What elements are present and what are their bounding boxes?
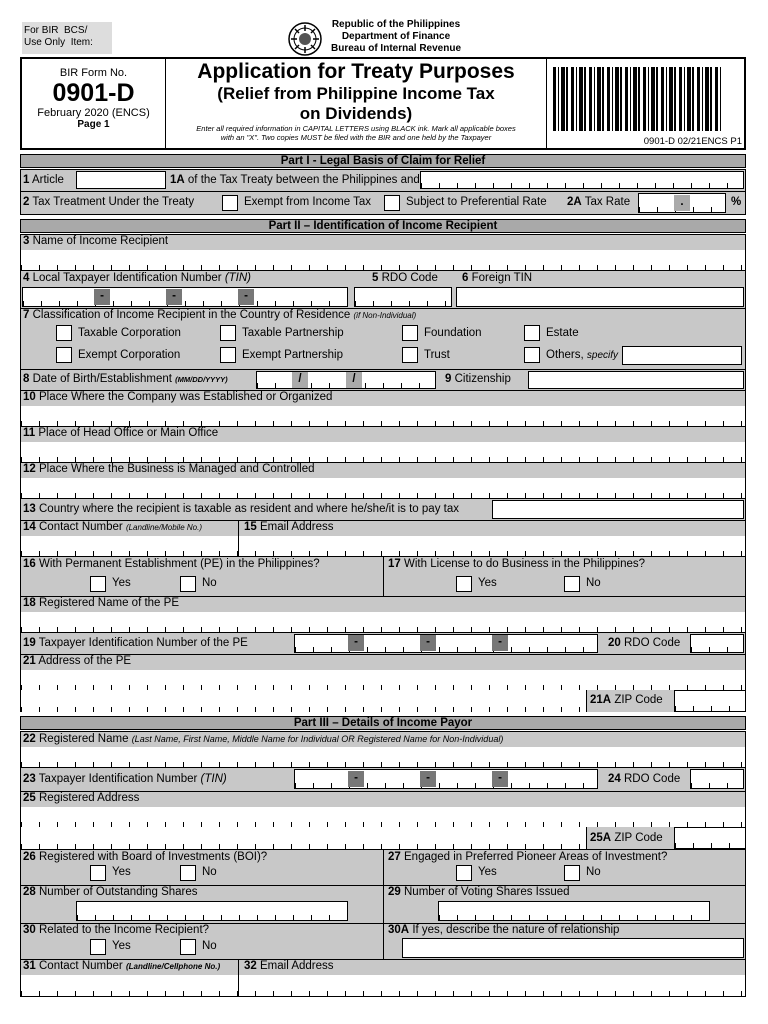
establishment-place-input[interactable] — [20, 406, 746, 426]
taxable-partnership-label: Taxable Partnership — [242, 327, 344, 339]
field29-label: 29 Number of Voting Shares Issued — [388, 886, 570, 898]
pe-zip-input[interactable] — [674, 690, 746, 712]
pe-tin-dash-1: - — [348, 635, 364, 651]
pioneer-yes-label: Yes — [478, 866, 497, 878]
field2-label: 2 Tax Treatment Under the Treaty — [23, 196, 195, 208]
taxable-corporation-label: Taxable Corporation — [78, 327, 181, 339]
date-slash-1: / — [292, 372, 308, 388]
percent-sign: % — [731, 196, 742, 208]
pe-no-checkbox[interactable] — [180, 576, 196, 592]
payor-name-input[interactable] — [20, 747, 746, 767]
related-no-label: No — [202, 940, 217, 952]
exempt-checkbox[interactable] — [222, 195, 238, 211]
license-yes-checkbox[interactable] — [456, 576, 472, 592]
field4-label: 4 Local Taxpayer Identification Number (TIN) — [23, 272, 252, 284]
pe-no-label: No — [202, 577, 217, 589]
bir-use-only-box — [22, 22, 112, 54]
barcode-icon — [553, 67, 721, 131]
estate-checkbox[interactable] — [524, 325, 540, 341]
foundation-label: Foundation — [424, 327, 482, 339]
preferential-label: Subject to Preferential Rate — [406, 196, 547, 208]
field26-label: 26 Registered with Board of Investments (BOI)? — [23, 851, 268, 863]
bureau-text: Bureau of Internal Revenue — [330, 43, 462, 54]
payor-tin-input[interactable] — [294, 769, 598, 789]
instructions-2: with an "X". Two copies MUST be filed with the BIR and one held by the Taxpayer — [220, 133, 492, 142]
form-version: February 2020 (ENCS) — [37, 107, 150, 119]
tax-country-input[interactable] — [492, 500, 744, 519]
barcode-code: 0901-D 02/21ENCS P1 — [643, 136, 742, 147]
trust-label: Trust — [424, 349, 450, 361]
title-line-3: on Dividends) — [299, 104, 413, 123]
field14-label: 14 Contact Number (Landline/Mobile No.) — [23, 521, 202, 533]
field9-label: 9 Citizenship — [445, 373, 511, 385]
form-no-label: BIR Form No. — [59, 67, 128, 79]
payor-tin-dash-1: - — [348, 771, 364, 787]
row30-divider — [383, 923, 384, 959]
others-checkbox[interactable] — [524, 347, 540, 363]
payor-rdo-input[interactable] — [690, 769, 744, 789]
pe-address-input[interactable] — [20, 670, 746, 690]
agency-heading — [326, 19, 466, 55]
field5-label: 5 RDO Code — [372, 272, 438, 284]
field21a-label: 21A ZIP Code — [590, 694, 663, 706]
boi-yes-label: Yes — [112, 866, 131, 878]
field30a-label: 30A If yes, describe the nature of relationship — [388, 924, 620, 936]
form-number-cell — [22, 59, 166, 148]
field23-label: 23 Taxpayer Identification Number (TIN) — [23, 773, 227, 785]
field32-label: 32 Email Address — [244, 960, 334, 972]
form-title — [166, 60, 546, 142]
field17-label: 17 With License to do Business in the Philippines? — [388, 558, 646, 570]
department-text: Department of Finance — [341, 31, 451, 42]
page-number: Page 1 — [77, 119, 110, 130]
exempt-label: Exempt from Income Tax — [244, 196, 371, 208]
pe-tin-dash-2: - — [420, 635, 436, 651]
instructions-1: Enter all required information in CAPITAL LETTERS using BLACK ink. Mark all applicable boxes — [196, 124, 516, 133]
foundation-checkbox[interactable] — [402, 325, 418, 341]
field30-label: 30 Related to the Income Recipient? — [23, 924, 210, 936]
payor-zip-input[interactable] — [674, 827, 746, 849]
part1-header: Part I - Legal Basis of Claim for Relief — [20, 154, 746, 168]
pe-yes-label: Yes — [112, 577, 131, 589]
pe-tin-input[interactable] — [294, 634, 598, 653]
others-specify-input[interactable] — [622, 346, 742, 365]
related-yes-checkbox[interactable] — [90, 939, 106, 955]
use-only-label: Use Only — [24, 37, 66, 48]
item-label: Item: — [70, 37, 93, 48]
tax-rate-dot: . — [674, 195, 690, 211]
title-line-1: Application for Treaty Purposes — [197, 60, 515, 83]
contact-email-input[interactable] — [20, 536, 746, 556]
field25-label: 25 Registered Address — [23, 792, 140, 804]
field16-label: 16 With Permanent Establishment (PE) in the Philippines? — [23, 558, 320, 570]
form-number: 0901-D — [52, 79, 135, 107]
taxable-corporation-checkbox[interactable] — [56, 325, 72, 341]
field13-label: 13 Country where the recipient is taxable as resident and where he/she/it is to pay tax — [23, 503, 459, 515]
payor-contact-divider — [238, 959, 239, 997]
related-no-checkbox[interactable] — [180, 939, 196, 955]
pioneer-no-label: No — [586, 866, 601, 878]
exempt-corporation-label: Exempt Corporation — [78, 349, 181, 361]
payor-tin-dash-3: - — [492, 771, 508, 787]
rdo-code-input[interactable] — [354, 287, 452, 307]
field2a-label: 2A Tax Rate — [567, 196, 631, 208]
license-yes-label: Yes — [478, 577, 497, 589]
republic-text: Republic of the Philippines — [331, 19, 461, 30]
exempt-corporation-checkbox[interactable] — [56, 347, 72, 363]
boi-yes-checkbox[interactable] — [90, 865, 106, 881]
relationship-input[interactable] — [402, 938, 744, 958]
recipient-name-input-2[interactable] — [20, 254, 746, 270]
date-slash-2: / — [346, 372, 362, 388]
bcs-label: BCS/ — [64, 25, 88, 36]
field10-label: 10 Place Where the Company was Established or Organized — [23, 391, 333, 403]
field25a-label: 25A ZIP Code — [590, 832, 663, 844]
field18-label: 18 Registered Name of the PE — [23, 597, 179, 609]
row16-divider — [383, 556, 384, 596]
treaty-country-input[interactable] — [420, 171, 744, 189]
field20-label: 20 RDO Code — [608, 637, 681, 649]
business-managed-input[interactable] — [20, 478, 746, 498]
trust-checkbox[interactable] — [402, 347, 418, 363]
bir-seal-icon — [288, 22, 322, 56]
field1a-label: 1A of the Tax Treaty between the Philippines and — [170, 174, 420, 186]
contact-divider — [238, 520, 239, 556]
foreign-tin-input[interactable] — [456, 287, 744, 307]
field24-label: 24 RDO Code — [608, 773, 681, 785]
related-yes-label: Yes — [112, 940, 131, 952]
license-no-label: No — [586, 577, 601, 589]
part3-header: Part III – Details of Income Payor — [20, 716, 746, 730]
field22-label: 22 Registered Name (Last Name, First Name, Middle Name for Individual OR Registered Name for Non-Individual) — [23, 733, 504, 745]
payor-tin-dash-2: - — [420, 771, 436, 787]
boi-no-checkbox[interactable] — [180, 865, 196, 881]
field8-label: 8 Date of Birth/Establishment (MM/DD/YYYY) — [23, 373, 228, 385]
boi-no-label: No — [202, 866, 217, 878]
pe-yes-checkbox[interactable] — [90, 576, 106, 592]
field3-label: 3 Name of Income Recipient — [23, 235, 169, 247]
field19-label: 19 Taxpayer Identification Number of the PE — [23, 637, 248, 649]
field31-label: 31 Contact Number (Landline/Cellphone No.) — [23, 960, 221, 972]
estate-label: Estate — [546, 327, 579, 339]
others-label: Others, specify — [546, 349, 619, 361]
license-no-checkbox[interactable] — [564, 576, 580, 592]
voting-shares-input[interactable] — [438, 901, 710, 921]
field27-label: 27 Engaged in Preferred Pioneer Areas of Investment? — [388, 851, 668, 863]
field12-label: 12 Place Where the Business is Managed and Controlled — [23, 463, 315, 475]
tin-dash-2: - — [166, 289, 182, 305]
exempt-partnership-label: Exempt Partnership — [242, 349, 343, 361]
for-bir-label: For BIR — [24, 25, 59, 36]
tin-dash-3: - — [238, 289, 254, 305]
payor-contact-email-input[interactable] — [20, 975, 746, 997]
barcode-cell — [546, 59, 744, 148]
pe-rdo-input[interactable] — [690, 634, 744, 653]
field28-label: 28 Number of Outstanding Shares — [23, 886, 198, 898]
part2-header: Part II – Identification of Income Recipient — [20, 219, 746, 233]
payor-address-input[interactable] — [20, 807, 746, 827]
title-line-2: (Relief from Philippine Income Tax — [217, 84, 495, 103]
tin-dash-1: - — [94, 289, 110, 305]
exempt-partnership-checkbox[interactable] — [220, 347, 236, 363]
local-tin-input[interactable] — [22, 287, 348, 307]
field1-label: 1 Article — [23, 174, 64, 186]
article-input[interactable] — [76, 171, 166, 189]
pe-name-input[interactable] — [20, 612, 746, 632]
citizenship-input[interactable] — [528, 371, 744, 389]
pe-tin-dash-3: - — [492, 635, 508, 651]
field11-label: 11 Place of Head Office or Main Office — [23, 427, 219, 439]
field15-label: 15 Email Address — [244, 521, 334, 533]
field6-label: 6 Foreign TIN — [462, 272, 533, 284]
head-office-input[interactable] — [20, 442, 746, 462]
taxable-partnership-checkbox[interactable] — [220, 325, 236, 341]
outstanding-shares-input[interactable] — [76, 901, 348, 921]
pioneer-yes-checkbox[interactable] — [456, 865, 472, 881]
pioneer-no-checkbox[interactable] — [564, 865, 580, 881]
row26-divider — [383, 849, 384, 885]
field21-label: 21 Address of the PE — [23, 655, 132, 667]
field7-label: 7 Classification of Income Recipient in the Country of Residence (if Non-Individual) — [23, 309, 417, 321]
preferential-checkbox[interactable] — [384, 195, 400, 211]
row28-divider — [383, 885, 384, 923]
